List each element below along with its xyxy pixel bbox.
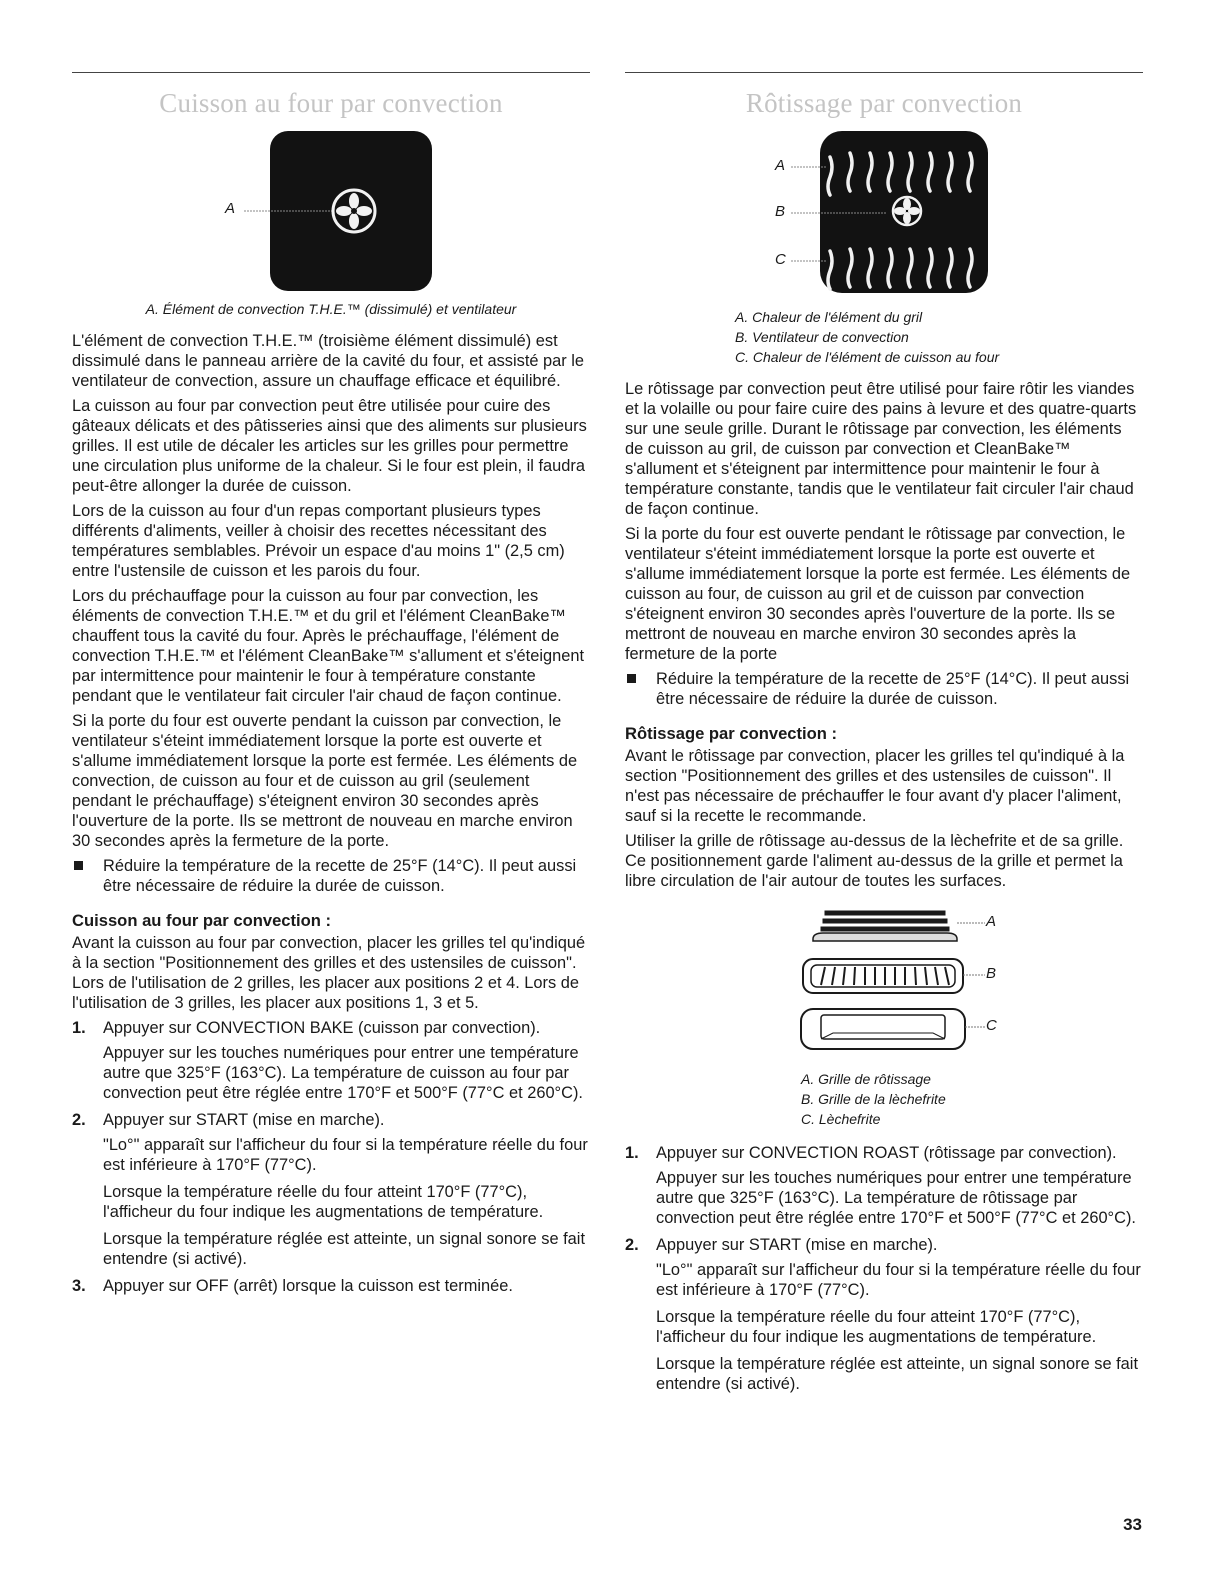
- step-number: 1.: [625, 1144, 639, 1162]
- bullet-item: [72, 856, 590, 901]
- paragraph-4: Lors du préchauffage pour la cuisson au four par convection, les éléments de convection T.H.E.™ et du gril et l'élément CleanBake™ chauffent tous la cavité du four. Après le préchauffage, l'élément de convection T.H.E.™ et l'élément CleanBake™ s'allument et s'éteignent par intermittence pour maintenir le four à température constante pendant que le ventilateur fait circuler l'air chaud de façon continue.: [72, 587, 584, 705]
- paragraph-4: Utiliser la grille de rôtissage au-dessus de la lèchefrite et de sa grille. Ce positionnement garde l'aliment au-dessus de la grille et permet la libre circulation de l'air autour de toutes les surfaces.: [625, 832, 1124, 890]
- step-2-detail-1: "Lo°" apparaît sur l'afficheur du four si la température réelle du four est inférieure à 170°F (77°C).: [103, 1136, 588, 1174]
- step-text: Appuyer sur START (mise en marche).: [656, 1236, 938, 1254]
- subsection-heading: Cuisson au four par convection :: [72, 911, 332, 930]
- step-2: [625, 1235, 1143, 1255]
- step-text: Appuyer sur CONVECTION BAKE (cuisson par convection).: [103, 1019, 541, 1037]
- step-number: 1.: [72, 1019, 86, 1037]
- step-2: [72, 1110, 590, 1130]
- caption-b: B. Ventilateur de convection: [735, 329, 909, 345]
- bullet-text: Réduire la température de la recette de 25°F (14°C). Il peut aussi être nécessaire de réduire la durée de cuisson.: [103, 857, 577, 895]
- left-section-title: Cuisson au four par convection: [159, 88, 503, 118]
- left-top-rule: [72, 72, 590, 73]
- right-column: [625, 72, 1143, 1399]
- paragraph-3: Lors de la cuisson au four d'un repas comportant plusieurs types différents d'aliments, veiller à choisir des recettes nécessitant des températures semblables. Prévoir un espace d'au moins 1" (2,5 cm) entre l'ustensile de cuisson et les parois du four.: [72, 502, 565, 580]
- bullet-item: [625, 669, 1143, 714]
- right-top-rule: [625, 72, 1143, 73]
- figure-label-b: B: [775, 203, 786, 220]
- paragraph-2: La cuisson au four par convection peut être utilisée pour cuire des gâteaux délicats et des pâtisseries ainsi que des aliments sur plusieurs grilles. Il est utile de décaler les articles sur les grilles pour permettre une circulation plus uniforme de la chaleur. Si le four est plein, il faudra peut-être allonger la durée de cuisson.: [72, 397, 587, 495]
- oven-convection-element-illustration: [72, 131, 590, 293]
- left-column: [72, 72, 590, 1301]
- caption-a: A. Grille de rôtissage: [801, 1071, 931, 1087]
- step-2-detail-3: Lorsque la température réglée est atteinte, un signal sonore se fait entendre (si activé).: [656, 1355, 1138, 1393]
- step-2-detail-2: Lorsque la température réelle du four atteint 170°F (77°C), l'afficheur du four indique les augmentations de température.: [103, 1183, 544, 1221]
- figure-captions: [735, 307, 1143, 367]
- broiler-pan-icon: [801, 1009, 985, 1049]
- bullet-square: [74, 861, 83, 870]
- figure-label-b: B: [986, 965, 997, 982]
- figure-label-c: C: [986, 1017, 997, 1034]
- bullet-square: [627, 674, 636, 683]
- step-1: [625, 1143, 1143, 1163]
- caption-c: C. Lèchefrite: [801, 1111, 881, 1127]
- roasting-rack-icon: [813, 911, 985, 941]
- figure-label-a: A: [775, 157, 786, 174]
- figure-label-a: A: [225, 200, 236, 217]
- broiler-grid-icon: [803, 959, 985, 993]
- step-text: Appuyer sur OFF (arrêt) lorsque la cuisson est terminée.: [103, 1277, 513, 1295]
- paragraph-1: L'élément de convection T.H.E.™ (troisième élément dissimulé) est dissimulé dans le panneau arrière de la cavité du four, et assisté par le ventilateur de convection, assure un chauffage efficace et équilibré.: [72, 332, 585, 390]
- step-2-detail-2: Lorsque la température réelle du four atteint 170°F (77°C), l'afficheur du four indique les augmentations de température.: [656, 1308, 1097, 1346]
- step-text: Appuyer sur START (mise en marche).: [103, 1111, 385, 1129]
- paragraph-3: Avant le rôtissage par convection, placer les grilles tel qu'indiqué à la section "Positionnement des grilles et des ustensiles de cuisson". Il n'est pas nécessaire de préchauffer le four avant d'y placer l'aliment, sauf si la recette le recommande.: [625, 747, 1125, 825]
- step-3: [72, 1276, 590, 1296]
- broiler-pan-captions: [801, 1069, 1143, 1129]
- figure-label-a: A: [986, 913, 997, 930]
- step-text: Appuyer sur CONVECTION ROAST (rôtissage par convection).: [656, 1144, 1117, 1162]
- step-number: 2.: [72, 1111, 86, 1129]
- page-number: 33: [1123, 1515, 1142, 1534]
- subsection-heading: Rôtissage par convection :: [625, 724, 838, 743]
- step-2-detail-3: Lorsque la température réglée est atteinte, un signal sonore se fait entendre (si activé).: [103, 1230, 585, 1268]
- figure-caption: A. Élément de convection T.H.E.™ (dissimulé) et ventilateur: [145, 301, 517, 317]
- convection-bake-figure: [72, 131, 590, 293]
- convection-roast-figure: [625, 131, 1143, 301]
- step-1: [72, 1018, 590, 1038]
- caption-a: A. Chaleur de l'élément du gril: [735, 309, 923, 325]
- step-1-detail: Appuyer sur les touches numériques pour entrer une température autre que 325°F (163°C). La température de cuisson au four par convection peut être réglée entre 170°F et 500°F (77°C et 260°C).: [103, 1044, 583, 1102]
- oven-roast-elements-illustration: [625, 131, 1143, 301]
- caption-c: C. Chaleur de l'élément de cuisson au four: [735, 349, 1000, 365]
- broiler-pan-illustration: [625, 909, 1143, 1059]
- paragraph-2: Si la porte du four est ouverte pendant le rôtissage par convection, le ventilateur s'éteint immédiatement lorsque la porte est ouverte et s'allume immédiatement lorsque la porte est fermée. Les éléments de cuisson au four, de cuisson au gril et de cuisson par convection s'éteignent environ 30 secondes après l'ouverture de la porte. Ils se mettront de nouveau en marche environ 30 secondes après la fermeture de la porte: [625, 525, 1131, 663]
- step-number: 2.: [625, 1236, 639, 1254]
- step-number: 3.: [72, 1277, 86, 1295]
- right-section-title: Rôtissage par convection: [745, 88, 1023, 118]
- fan-icon: [893, 197, 921, 225]
- paragraph-6: Avant la cuisson au four par convection, placer les grilles tel qu'indiqué à la section "Positionnement des grilles et des ustensiles de cuisson". Lors de l'utilisation de 2 grilles, les placer aux positions 2 et 4. Lors de l'utilisation de 3 grilles, les placer aux positions 1, 3 et 5.: [72, 934, 586, 1012]
- step-1-detail: Appuyer sur les touches numériques pour entrer une température autre que 325°F (163°C). La température de rôtissage par convection peut être réglée entre 170°F et 500°F (77°C et 260°C).: [656, 1169, 1136, 1227]
- bullet-text: Réduire la température de la recette de 25°F (14°C). Il peut aussi être nécessaire de réduire la durée de cuisson.: [656, 670, 1130, 708]
- broiler-pan-figure: [625, 909, 1143, 1059]
- step-2-detail-1: "Lo°" apparaît sur l'afficheur du four si la température réelle du four est inférieure à 170°F (77°C).: [656, 1261, 1141, 1299]
- paragraph-1: Le rôtissage par convection peut être utilisé pour faire rôtir les viandes et la volaille ou pour faire cuire des pains à levure et des quatre-quarts sur une seule grille. Durant le rôtissage par convection, les éléments de cuisson au gril, de cuisson par convection et CleanBake™ s'allument et s'éteignent par intermittence pour maintenir le four à température constante, tandis que le ventilateur fait circuler l'air chaud de façon continue.: [625, 380, 1137, 518]
- figure-label-c: C: [775, 251, 786, 268]
- paragraph-5: Si la porte du four est ouverte pendant la cuisson par convection, le ventilateur s'éteint immédiatement lorsque la porte est ouverte et s'allume immédiatement lorsque la porte est fermée. Les éléments de convection, de cuisson au four et de cuisson au gril (seulement pendant le préchauffage) s'éteignent environ 30 secondes après l'ouverture de la porte. Ils se mettront de nouveau en marche environ 30 secondes après la fermeture de la porte.: [72, 712, 578, 850]
- caption-b: B. Grille de la lèchefrite: [801, 1091, 946, 1107]
